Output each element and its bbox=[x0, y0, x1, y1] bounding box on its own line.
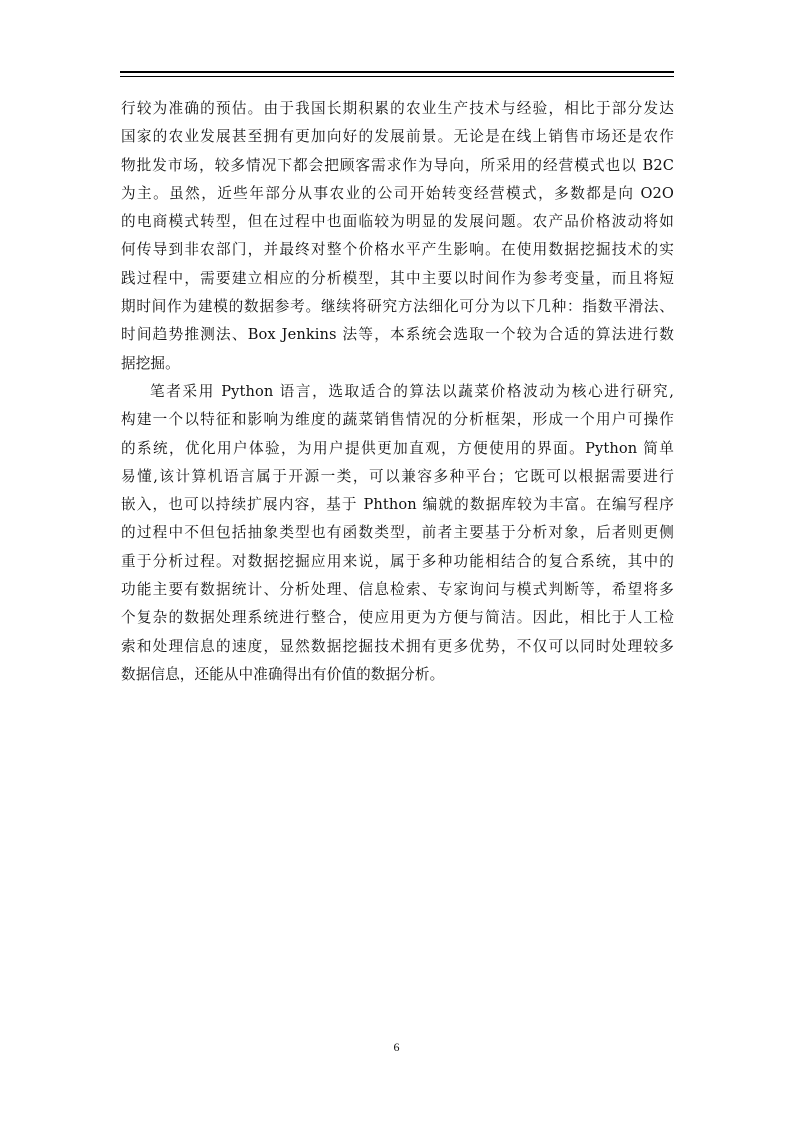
paragraph-line: 物批发市场，较多情况下都会把顾客需求作为导向，所采用的经营模式也以 B2C bbox=[121, 156, 674, 174]
paragraph-line: 期时间作为建模的数据参考。继续将研究方法细化可分为以下几种：指数平滑法、 bbox=[121, 298, 674, 316]
paragraph-line: 行较为准确的预估。由于我国长期积累的农业生产技术与经验，相比于部分发达 bbox=[121, 100, 674, 117]
header-rule-thick bbox=[120, 71, 674, 73]
paragraph-line: 嵌入，也可以持续扩展内容，基于 Phthon 编就的数据库较为丰富。在编写程序 bbox=[121, 496, 674, 514]
paragraph-line: 易懂,该计算机语言属于开源一类，可以兼容多种平台；它既可以根据需要进行 bbox=[121, 467, 674, 485]
paragraph-line: 重于分析过程。对数据挖掘应用来说，属于多种功能相结合的复合系统，其中的 bbox=[121, 552, 674, 570]
paragraph-line: 数据信息，还能从中准确得出有价值的数据分析。 bbox=[121, 665, 445, 683]
page-number: 6 bbox=[393, 1040, 400, 1054]
paragraph-line: 践过程中，需要建立相应的分析模型，其中主要以时间作为参考变量，而且将短 bbox=[121, 269, 674, 287]
paragraph-line: 的过程中不但包括抽象类型也有函数类型，前者主要基于分析对象，后者则更侧 bbox=[121, 524, 674, 542]
paragraph-line: 据挖掘。 bbox=[121, 354, 180, 372]
paragraph-line: 构建一个以特征和影响为维度的蔬菜销售情况的分析框架，形成一个用户可操作 bbox=[121, 411, 674, 429]
paragraph-line: 的系统，优化用户体验，为用户提供更加直观，方便使用的界面。Python 简单 bbox=[121, 439, 674, 457]
paragraph-line: 的电商模式转型，但在过程中也面临较为明显的发展问题。农产品价格波动将如 bbox=[121, 213, 674, 231]
paragraph-2 bbox=[121, 378, 674, 689]
paragraph-line: 索和处理信息的速度，显然数据挖掘技术拥有更多优势，不仅可以同时处理较多 bbox=[121, 637, 674, 655]
paragraph-line: 国家的农业发展甚至拥有更加向好的发展前景。无论是在线上销售市场还是农作 bbox=[121, 128, 674, 146]
body-text bbox=[121, 95, 674, 689]
header-rule-thin bbox=[120, 76, 674, 77]
paragraph-line: 时间趋势推测法、Box Jenkins 法等，本系统会选取一个较为合适的算法进行数 bbox=[121, 326, 674, 344]
paragraph-line: 功能主要有数据统计、分析处理、信息检索、专家询问与模式判断等，希望将多 bbox=[121, 581, 674, 599]
paragraph-line: 笔者采用 Python 语言，选取适合的算法以蔬菜价格波动为核心进行研究, bbox=[150, 382, 674, 400]
paragraph-1 bbox=[121, 95, 674, 378]
paragraph-line: 为主。虽然，近些年部分从事农业的公司开始转变经营模式，多数都是向 O2O bbox=[121, 184, 674, 202]
paragraph-line: 个复杂的数据处理系统进行整合，使应用更为方便与简洁。因此，相比于人工检 bbox=[121, 609, 674, 627]
paragraph-line: 何传导到非农部门，并最终对整个价格水平产生影响。在使用数据挖掘技术的实 bbox=[121, 241, 674, 259]
